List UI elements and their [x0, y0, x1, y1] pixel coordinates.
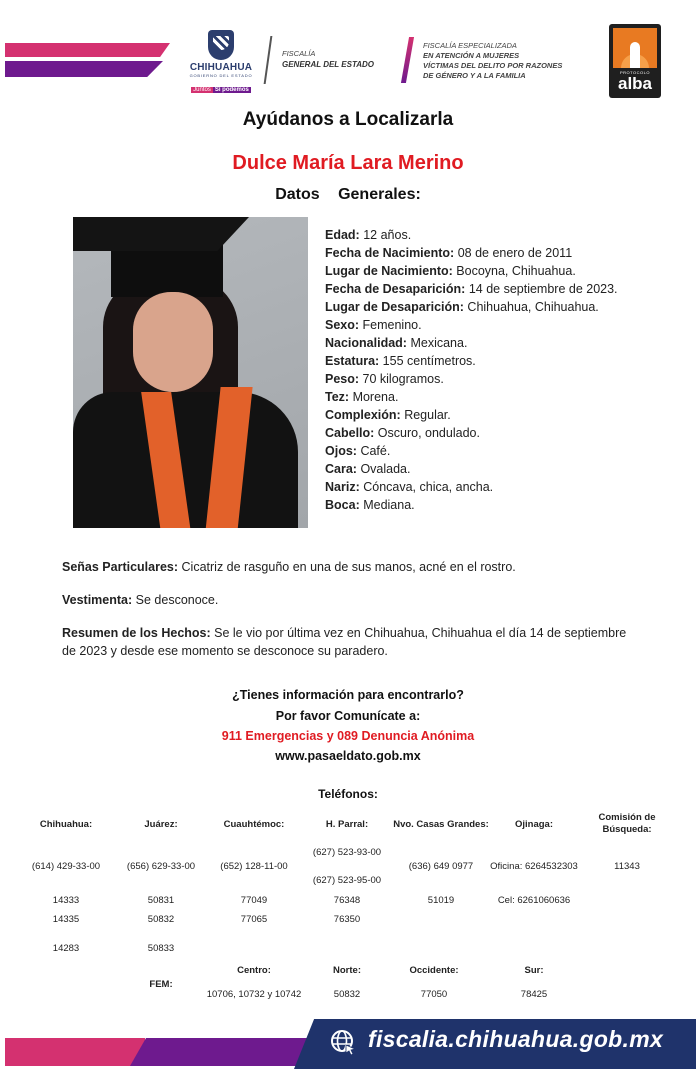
detail-row — [325, 226, 625, 244]
general-details-list — [325, 226, 625, 514]
fem-line: DE GÉNERO Y A LA FAMILIA — [423, 71, 526, 80]
detail-row — [325, 370, 625, 388]
page-title: Ayúdanos a Localizarla — [242, 109, 454, 130]
phone-number: (627) 523-95-00 — [312, 875, 382, 886]
detail-label: Cabello: — [325, 426, 375, 440]
fem-label: FEM: — [149, 979, 173, 990]
detail-value: 155 centímetros. — [382, 354, 476, 368]
detail-value: Chihuahua, Chihuahua. — [467, 300, 599, 314]
alba-figure-icon — [613, 28, 657, 68]
fem-line: FISCALÍA ESPECIALIZADA — [423, 41, 517, 50]
emergency-numbers: 911 Emergencias y 089 Denuncia Anónima — [221, 729, 475, 743]
detail-row — [325, 478, 625, 496]
phone-extension: Cel: 6261060636 — [497, 895, 571, 906]
globe-cursor-icon — [329, 1028, 357, 1056]
detail-value: 14 de septiembre de 2023. — [468, 282, 618, 296]
field-label: Señas Particulares: — [62, 560, 179, 574]
detail-label: Tez: — [325, 390, 350, 404]
detail-label: Lugar de Nacimiento: — [325, 264, 453, 278]
detail-label: Nariz: — [325, 480, 360, 494]
detail-value: Femenino. — [362, 318, 422, 332]
detail-row — [325, 460, 625, 478]
fiscalia-line1: FISCALÍA — [282, 49, 316, 58]
phone-number: (636) 649 0977 — [408, 861, 474, 872]
contact-prompt: Por favor Comunícate a: — [275, 709, 421, 723]
footer-stripe-pink — [5, 1038, 145, 1066]
detail-label: Sexo: — [325, 318, 360, 332]
detail-row — [325, 442, 625, 460]
fem-column-header: Occidente: — [409, 965, 459, 976]
fem-extension: 78425 — [520, 989, 548, 1000]
detail-row — [325, 298, 625, 316]
slogan-part-1: Juntos — [193, 87, 211, 93]
phone-number: (627) 523-93-00 — [312, 847, 382, 858]
column-header: Comisión de Búsqueda: — [598, 812, 656, 835]
detail-row — [325, 352, 625, 370]
website-link[interactable]: www.pasaeldato.gob.mx — [275, 749, 421, 763]
phone-extension: 14333 — [52, 895, 80, 906]
fem-column-header: Norte: — [333, 965, 361, 976]
detail-label: Peso: — [325, 372, 360, 386]
fiscalia-especializada-logo — [423, 41, 562, 81]
fiscalia-line2: GENERAL DEL ESTADO — [282, 60, 375, 69]
phones-title: Teléfonos: — [318, 787, 378, 801]
phone-extension: 50832 — [147, 914, 175, 925]
detail-value: Bocoyna, Chihuahua. — [456, 264, 576, 278]
field-value: Se desconoce. — [135, 593, 219, 607]
detail-label: Nacionalidad: — [325, 336, 407, 350]
detail-value: 08 de enero de 2011 — [457, 246, 573, 260]
facts-summary — [62, 624, 642, 660]
coat-of-arms-icon — [208, 30, 234, 60]
detail-row — [325, 424, 625, 442]
fem-extension: 77050 — [420, 989, 448, 1000]
detail-row — [325, 262, 625, 280]
fem-line: EN ATENCIÓN A MUJERES — [423, 51, 520, 60]
detail-row — [325, 496, 625, 514]
phone-number: (614) 429-33-00 — [31, 861, 101, 872]
person-photo — [73, 217, 308, 528]
footer-url[interactable]: fiscalia.chihuahua.gob.mx — [368, 1026, 664, 1052]
protocolo-alba-logo — [609, 24, 661, 98]
detail-value: Regular. — [404, 408, 451, 422]
detail-row — [325, 334, 625, 352]
gov-logo-name: CHIHUAHUA — [189, 62, 253, 73]
phone-extension: 77065 — [240, 914, 268, 925]
alba-word: alba — [617, 74, 653, 93]
phone-extension: 51019 — [427, 895, 455, 906]
phone-number: 11343 — [614, 861, 640, 872]
phone-number: Oficina: 6264532303 — [490, 861, 578, 872]
detail-value: Ovalada. — [360, 462, 411, 476]
detail-row — [325, 280, 625, 298]
header-divider — [264, 36, 273, 84]
column-header: H. Parral: — [325, 819, 369, 830]
column-header: Nvo. Casas Grandes: — [393, 819, 489, 830]
detail-value: Mexicana. — [410, 336, 468, 350]
phone-extension: 76350 — [333, 914, 361, 925]
detail-value: Cóncava, chica, ancha. — [363, 480, 494, 494]
phone-number: (652) 128-11-00 — [220, 861, 288, 872]
detail-label: Lugar de Desaparición: — [325, 300, 464, 314]
field-label: Resumen de los Hechos: — [62, 626, 211, 640]
alba-protocol-label: PROTOCOLO — [620, 70, 650, 75]
fem-line: VÍCTIMAS DEL DELITO POR RAZONES — [423, 61, 563, 70]
column-header: Chihuahua: — [39, 819, 93, 830]
detail-label: Complexión: — [325, 408, 401, 422]
detail-value: Oscuro, ondulado. — [377, 426, 480, 440]
distinguishing-marks — [62, 558, 642, 576]
detail-value: Mediana. — [363, 498, 415, 512]
phone-extension: 77049 — [240, 895, 268, 906]
fem-column-header: Sur: — [524, 965, 544, 976]
detail-label: Fecha de Desaparición: — [325, 282, 466, 296]
field-value: Se le vio por última vez en Chihuahua, Chihuahua el día 14 de septiembre de 2023 y desde ese momento se desconoce su paradero. — [62, 626, 627, 658]
slogan-part-2: Sí podemos — [214, 87, 249, 93]
section-title: Datos Generales: — [275, 186, 421, 203]
person-name: Dulce María Lara Merino — [232, 152, 464, 174]
detail-label: Edad: — [325, 228, 360, 242]
clothing — [62, 591, 642, 609]
fem-extension: 50832 — [333, 989, 361, 1000]
fem-extension: 10706, 10732 y 10742 — [206, 989, 302, 1000]
detail-label: Estatura: — [325, 354, 380, 368]
phone-extension: 50833 — [147, 943, 175, 954]
detail-label: Cara: — [325, 462, 357, 476]
detail-row — [325, 388, 625, 406]
detail-label: Boca: — [325, 498, 360, 512]
phone-extension: 14335 — [52, 914, 80, 925]
phone-number: (656) 629-33-00 — [126, 861, 196, 872]
field-value: Cicatriz de rasguño en una de sus manos, acné en el rostro. — [181, 560, 516, 574]
column-header: Cuauhtémoc: — [223, 819, 285, 830]
detail-value: Café. — [360, 444, 391, 458]
detail-value: 70 kilogramos. — [362, 372, 444, 386]
detail-row — [325, 244, 625, 262]
header-gradient-divider — [401, 37, 414, 83]
phone-extension: 50831 — [147, 895, 175, 906]
column-header: Juárez: — [144, 819, 178, 830]
gov-slogan — [191, 87, 251, 93]
chihuahua-government-logo — [186, 30, 256, 93]
phone-extension: 14283 — [52, 943, 80, 954]
header-stripe-purple — [5, 61, 163, 77]
phone-extension: 76348 — [333, 895, 361, 906]
field-label: Vestimenta: — [62, 593, 133, 607]
detail-value: 12 años. — [363, 228, 412, 242]
fiscalia-general-logo — [282, 48, 374, 70]
info-question: ¿Tienes información para encontrarlo? — [232, 688, 464, 702]
header-stripe-pink — [5, 43, 170, 57]
detail-label: Fecha de Nacimiento: — [325, 246, 455, 260]
detail-row — [325, 406, 625, 424]
detail-value: Morena. — [352, 390, 399, 404]
gov-logo-subtitle: GOBIERNO DEL ESTADO — [189, 73, 253, 78]
fem-column-header: Centro: — [237, 965, 271, 976]
detail-label: Ojos: — [325, 444, 357, 458]
column-header: Ojinaga: — [514, 819, 554, 830]
detail-row — [325, 316, 625, 334]
